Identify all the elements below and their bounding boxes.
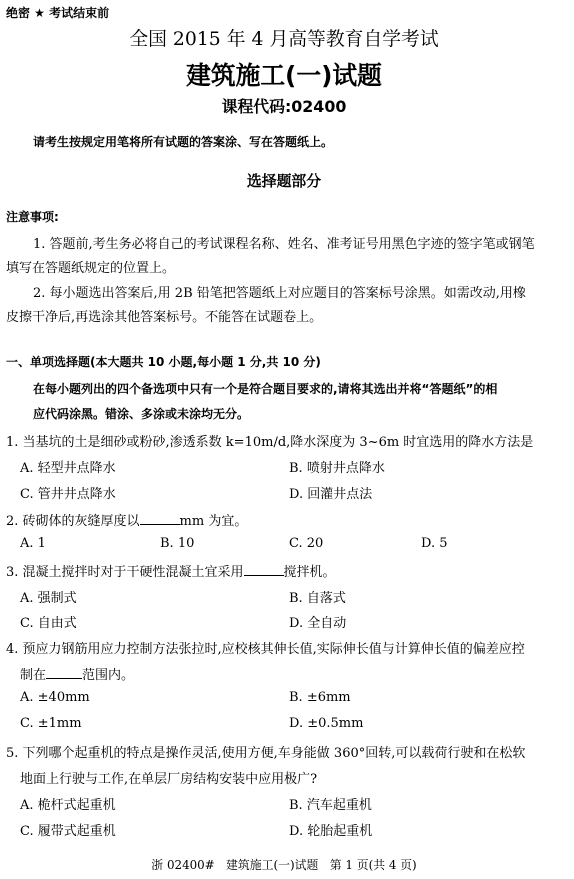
exam-title: 全国 2015 年 4 月高等教育自学考试 [129,28,439,50]
question-5-option-d: D. 轮胎起重机 [289,824,373,839]
question-2-option-b: B. 10 [160,536,195,551]
notes-item-1-line-1: 1. 答题前,考生务必将自己的考试课程名称、姓名、准考证号用黑色字迹的签字笔或钢笔 [33,237,535,252]
question-4-option-a: A. ±40mm [20,690,90,705]
notes-item-1-line-2: 填写在答题纸规定的位置上。 [6,261,176,276]
confidential-label: 绝密 ★ 考试结束前 [6,6,110,20]
question-5-stem-line-2: 地面上行驶与工作,在单层厂房结构安装中应用极广? [20,772,318,787]
question-3-option-a: A. 强制式 [20,591,77,606]
notes-item-2-line-2: 皮擦干净后,再选涂其他答案标号。不能答在试题卷上。 [6,310,323,325]
question-3-option-b: B. 自落式 [289,591,346,606]
answer-blank [140,512,180,525]
paper-title: 建筑施工(一)试题 [186,61,382,90]
question-1-option-c: C. 管井井点降水 [20,487,116,502]
question-5-stem-line-1: 5. 下列哪个起重机的特点是操作灵活,使用方便,车身能做 360°回转,可以载荷行驶和在松软 [6,746,526,761]
notes-heading: 注意事项: [6,210,59,224]
part1-title: 一、单项选择题(本大题共 10 小题,每小题 1 分,共 10 分) [6,355,321,369]
section-title: 选择题部分 [246,172,322,190]
question-1-stem: 1. 当基坑的土是细砂或粉砂,渗透系数 k=10m/d,降水深度为 3~6m 时宜选用的降水方法是 [6,435,534,450]
question-2-stem [6,510,247,529]
question-2-stem-b: mm 为宜。 [179,514,248,529]
question-1-option-b: B. 喷射井点降水 [289,461,385,476]
question-5-option-a: A. 桅杆式起重机 [20,798,116,813]
question-4-stem-a: 制在 [20,668,47,683]
question-1-option-d: D. 回灌井点法 [289,487,373,502]
question-2-option-c: C. 20 [289,536,324,551]
answer-blank [244,563,284,576]
question-3-option-d: D. 全自动 [289,616,347,631]
question-2-option-d: D. 5 [421,536,448,551]
question-3-stem-b: 搅拌机。 [283,565,336,580]
question-1-option-a: A. 轻型井点降水 [20,461,116,476]
question-3-stem-a: 3. 混凝土搅拌时对于干硬性混凝土宜采用 [6,565,244,580]
page-footer: 浙 02400# 建筑施工(一)试题 第 1 页(共 4 页) [151,858,417,872]
question-5-option-b: B. 汽车起重机 [289,798,372,813]
part1-desc-line-1: 在每小题列出的四个备选项中只有一个是符合题目要求的,请将其选出并将“答题纸”的相 [33,382,498,396]
answer-blank [46,666,82,679]
question-3-stem [6,561,336,580]
question-4-stem-line-1: 4. 预应力钢筋用应力控制方法张拉时,应校核其伸长值,实际伸长值与计算伸长值的偏差应控 [6,642,525,657]
question-2-stem-a: 2. 砖砌体的灰缝厚度以 [6,514,140,529]
question-3-option-c: C. 自由式 [20,616,77,631]
course-code: 课程代码:02400 [221,97,347,116]
question-4-option-b: B. ±6mm [289,690,351,705]
notes-item-2-line-1: 2. 每小题选出答案后,用 2B 铅笔把答题纸上对应题目的答案标号涂黑。如需改动,用橡 [33,286,526,301]
question-4-option-d: D. ±0.5mm [289,716,364,731]
instruction: 请考生按规定用笔将所有试题的答案涂、写在答题纸上。 [33,135,334,149]
question-2-option-a: A. 1 [20,536,46,551]
question-5-option-c: C. 履带式起重机 [20,824,116,839]
question-4-option-c: C. ±1mm [20,716,82,731]
question-4-stem-line-2 [20,664,134,683]
question-4-stem-b: 范围内。 [82,668,135,683]
part1-desc-line-2: 应代码涂黑。错涂、多涂或未涂均无分。 [33,407,250,421]
